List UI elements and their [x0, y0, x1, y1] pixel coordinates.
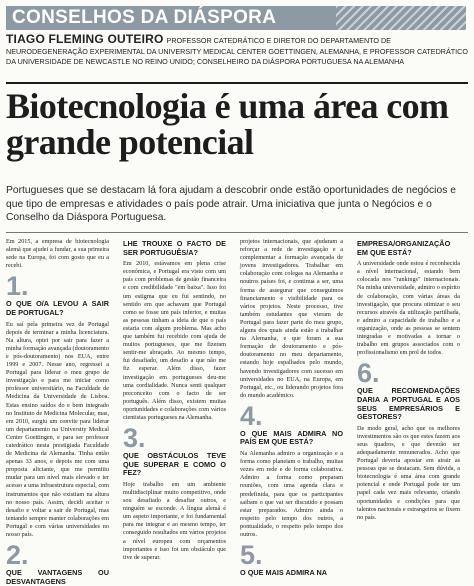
question-number: 4. [240, 400, 263, 431]
question-6 [357, 358, 460, 422]
question-heading: LHE TROUXE O FACTO DE SER PORTUGUÊS/A? [123, 239, 226, 257]
question-heading: QUE RECOMENDAÇÕES DARIA A PORTUGAL E AOS SEUS EMPRESÁRIOS E GESTORES? [357, 386, 460, 422]
question-3 [123, 423, 226, 478]
question-heading: O QUE MAIS ADMIRA NA [240, 568, 328, 578]
section-title: CONSELHOS DA DIÁSPORA [12, 7, 277, 28]
answer-paragraph: Eu saí pela primeira vez de Portugal depois de terminar a minha licenciatura. Na altura, optei por sair para fazer a minha formação avançada (doutoramento e pós-doutoramento) nos EUA, entre 1999 e 2007. Nesse ano, regressei a Portugal para liderar o meu grupo de investigação e para me iniciar como professor universitário, na Faculdade de Medicina da Universidade de Lisboa. Estas ensino saídos do e bem integrado no Instituto de Medicina Molecular, mas, em 2010, surgiu um convite para liderar um departamento na University Medical Center Goettingen, e para ser professor catedrático nesta prestigiada Faculdade de Medicina da Alemanha. Tinha então apenas 33 anos, e depois me com uma proposta aliciante, que me permitiu mudar para um nível mais elevado e ter acesso a uma infraestrutura especial, com instrumentos que não existiam na altura no nosso país. Assim, decidi aceitar o desafio e voltar a sair de Portugal, mas tentando sempre manter colaborações em Portugal e com várias universidades no nosso país. [6, 320, 109, 538]
answer-paragraph: Na Alemanha admiro a organização e a forma como planeiam o trabalho, muitas vezes em rede e de forma colaborativa. Admiro a forma como preparam reuniões, com uma agenda clara e predefinida, para que os participantes saibam o que vai ser discutido e possam estar preparados. Admiro ainda o respeito pelo tempo dos outros, a pontualidade, o respeito pelo tempo dos outros. [240, 450, 343, 538]
article-column-2 [123, 238, 226, 561]
question-number: 3. [123, 423, 146, 454]
question-1 [6, 271, 109, 317]
article-column-1 [6, 238, 109, 586]
answer-paragraph: Em 2010, estávamos em plena crise económica, e Portugal era visto com um país com problemas de gestão financeira e com credibilidade "em baixa". Isso foi um estigma que eu fui sentindo, no sentido em que achavam que Portugal como se fosse um país inferior, e muitas as pessoas tinham a ideia de que o país estaria com algum problema. Mas acho que também fui recebido com ajuda de muitos portugueses, que me fizeram sentir-me abraçado. Ao mesmo tempo, fui desafiado, um desafio a que não me fiz esperar. Além disso, fazer investigação em portugueses deu-me uma cordialidade. Nunca senti qualquer preconceito com o facto de ser português. Além disso, existem muitas oportunidades e colaborações com vários cientistas portugueses na Alemanha. [123, 260, 226, 421]
question-heading: O QUE O/A LEVOU A SAIR DE PORTUGAL? [6, 299, 109, 317]
question-heading: QUE OBSTÁCULOS TEVE QUE SUPERAR E COMO O FEZ? [123, 451, 226, 478]
answer-paragraph: projetos internacionais, que ajudaram a reforçar a rede de investigação e a complementar a formação avançada de jovens investigadores. Trabalhar em colaboração com colegas na Alemanha e noutros países foi, e continua a ser, uma forma de assegurar que conseguimos financiamento e visibilidade para os vários projetos. Neste processo, tive também estudantes que vieram de Portugal para fazer parte do meu grupo, alguns dos quais ainda estão a trabalhar na Alemanha, e que foram a sua formação de doutoramento e pós-doutoramento no meu departamento, estando hoje espalhados pelo mundo, havendo investigadores com sucesso em universidades no EUA, na Europa, em Portugal, etc., ou liderando projetos fora do mundo académico. [240, 238, 343, 399]
headline: Biotecnologia é uma área com grande potencial [6, 86, 449, 162]
answer-paragraph: De modo geral, acho que os melhores investimentos são os que estes fazem aos seus quadros, e que deverão ser adequadamente remunerados. Acho que Portugal deveria apostar em atrair as pessoas que se destacam. Sem dúvida, a biotecnologia é uma área com grande potencial e onde Portugal pode ter um papel cada vez mais relevante, criando oportunidades e condições para que talentos nacionais e estrangeiros se fixem no país. [357, 424, 460, 521]
divider-rule [6, 232, 468, 233]
author-role: PROFESSOR CATEDRÁTICO E DIRETOR DO DEPARTAMENTO DE NEURODEGENERAÇÃO EXPERIMENTAL DA UNIVERSITY MEDICAL CENTER GOETTINGEN, ALEMANHA, E PROFESSOR CATEDRÁTICO DA UNIVERSIDADE DE NEWCASTLE NO REINO UNIDO; CONSELHEIRO DA DIÁSPORA PORTUGUESA NA ALEMANHA [6, 36, 468, 66]
banner-stripe-decoration [336, 6, 466, 30]
article-column-3 [240, 238, 343, 578]
question-number: 2. [6, 540, 29, 571]
author-name: TIAGO FLEMING OUTEIRO [6, 32, 164, 46]
question-5 [240, 540, 343, 578]
question-heading: O QUE MAIS ADMIRA NO PAÍS EM QUE ESTÁ? [240, 428, 343, 447]
question-heading: EMPRESA/ORGANIZAÇÃO EM QUE ESTÁ? [357, 239, 451, 257]
question-2 [6, 540, 109, 586]
answer-paragraph: A universidade onde estou é reconhecida a nível internacional, estando bem colocada nos "rankings" internacionais. Na minha universidade, admiro o espírito de colaboração, com várias áreas da investigação, que procura otimizar o seu recursos através da utilização partilhada, e admiro a capacidade de trabalho e a organização, onde as pessoas se sentem integradas e motivadas a tornar o trabalho em grupos associados com o profissionalismo em prol de todos. [357, 260, 460, 357]
question-heading: QUE VANTAGENS OU DESVANTAGENS [6, 568, 109, 586]
question-4 [240, 400, 343, 447]
article-column-4 [357, 238, 460, 538]
intro-paragraph: Em 2015, a empresa de biotecnologia alemã que ajudei a fundar, a sua primeira sede na Europa, foi com gosto que eu a recebi. [6, 238, 109, 270]
top-rule [6, 82, 468, 84]
lead-paragraph: Portugueses que se destacam lá fora ajudam a descobrir onde estão oportunidades de negócios e que tipo de empresas e atividades o país pode atrair. Uma iniciativa que junta o Negócios e o Conselho da Diáspora Portuguesa. [6, 185, 456, 223]
question-number: 6. [357, 358, 380, 389]
section-banner [6, 6, 466, 30]
answer-paragraph: Hoje trabalho em um ambiente multidisciplinar muito competitivo, onde sou desafiado a desafiar outros, e ninguém se esconde. A língua alemã é um aspeto importante, e foi fundamental para me integrar e ao mesmo tempo, ter conseguido resultados em vários projetos a nível europeu com orçamentos importantes e isso foi um obstáculo que tive de superar. [123, 480, 226, 561]
question-number: 1. [6, 271, 29, 302]
author-byline [6, 34, 468, 68]
question-number: 5. [240, 540, 263, 571]
